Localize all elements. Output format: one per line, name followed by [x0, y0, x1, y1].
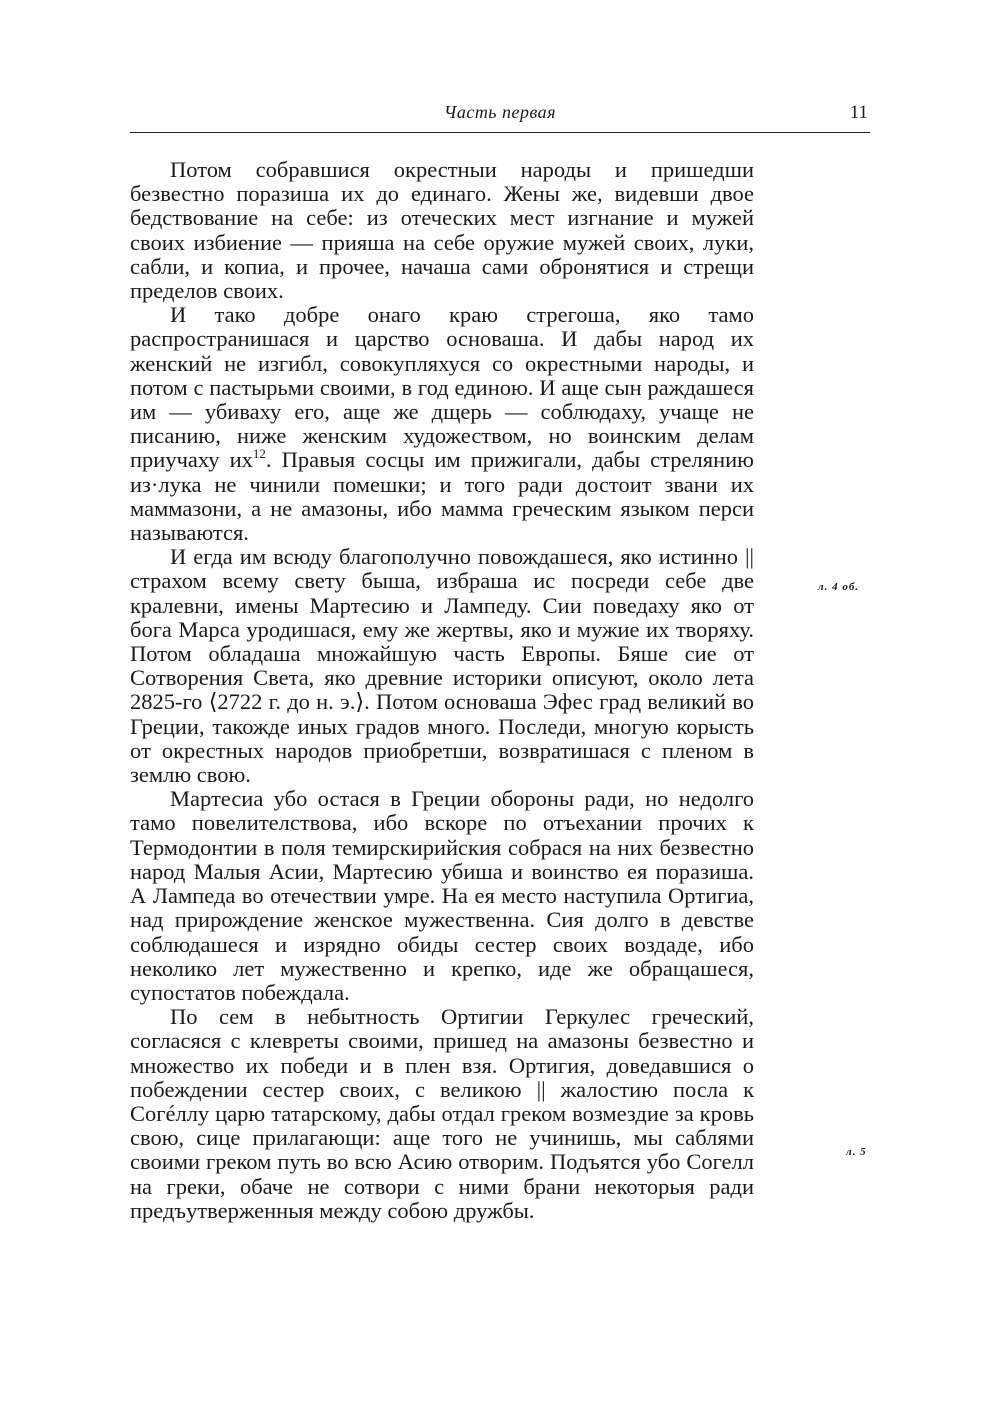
footnote-marker: 12: [252, 446, 266, 462]
margin-note-folio-4v: л. 4 об.: [818, 581, 860, 593]
paragraph-2-text-before: И тако добре онаго краю стрегоша, яко тамо распространишася и царство основаша. И дабы народ их женский не изгибл, совокупляхуся со окрестными народы, и потом с пастырьми своими, в год единою. И аще сын раждашеся им — убиваху его, аще же дщерь — соблюдаху, учаще не писанию, ниже женским художеством, но воинским делам приучаху их: [130, 302, 754, 473]
paragraph-1: Потом собравшися окрестныи народы и пришедши безвестно поразиша их до единаго. Жены же, видевши двое бедствование на себе: из отеческих мест изгнание и мужей своих избиение — прияша на себе оружие мужей своих, луки, сабли, и копиа, и прочее, начаша сами обронятися и стрещи пределов своих.: [130, 157, 754, 304]
running-header: [130, 98, 870, 133]
page-number: 11: [849, 102, 868, 123]
paragraph-5: По сем в небытность Ортигии Геркулес греческий, согласяся с клевреты своими, пришед на амазоны безвестно и множество их победи и в плен взя. Ортигия, доведавшися о побеждении сестер своих, с великою || жалостию посла к Согéллу царю татарскому, дабы отдал греком возмездие за кровь свою, сице прилагающи: аще того не учинишь, мы саблями своими греком путь во всю Асию отворим. Подъятся убо Согелл на греки, обаче не сотвори с ними брани некоторыя ради предъутверженныя между собою дружбы.: [130, 1004, 754, 1223]
paragraph-3: И егда им всюду благополучно повождашеся, яко истинно || страхом всему свету быша, избраша ис посреди себе две кралевни, имены Мартесию и Лампеду. Сии поведаху яко от бога Марса уродишася, ему же жертвы, яко и мужие их творяху. Потом обладаша множайшую часть Европы. Бяше сие от Сотворения Света, яко древние историки описуют, около лета 2825-го ⟨2722 г. до н. э.⟩. Потом основаша Эфес град великий во Греции, такожде иных градов много. Последи, многую корысть от окрестных народов приобретши, возвратишася с пленом в землю свою.: [130, 544, 754, 788]
paragraph-4: Мартесиа убо остася в Греции обороны ради, но недолго тамо повелителствова, ибо вскоре по отъехании прочих к Термодонтии в поля темирскирийския собрася на них безвестно народ Малыя Асии, Мартесию убиша и воинство ея поразиша. А Лампеда во отечествии умре. На ея место наступила Ортигиа, над прирождение женское мужественна. Сия долго в девстве соблюдашеся и изрядно обиды сестер своих воздаде, ибо неколико лет мужественно и крепко, иде же обращашеся, супостатов побеждала.: [130, 786, 754, 1005]
paragraph-2: [130, 303, 754, 545]
main-text: [130, 158, 754, 1223]
running-title: Часть первая: [443, 102, 557, 122]
paragraph-2-text-after: . Правыя сосцы им прижигали, дабы стрелянию из·лука не чинили помешки; и того ради достоит звани их маммазони, а не амазоны, ибо мамма греческим языком перси называются.: [130, 447, 754, 546]
margin-note-folio-5: л. 5: [846, 1146, 867, 1158]
